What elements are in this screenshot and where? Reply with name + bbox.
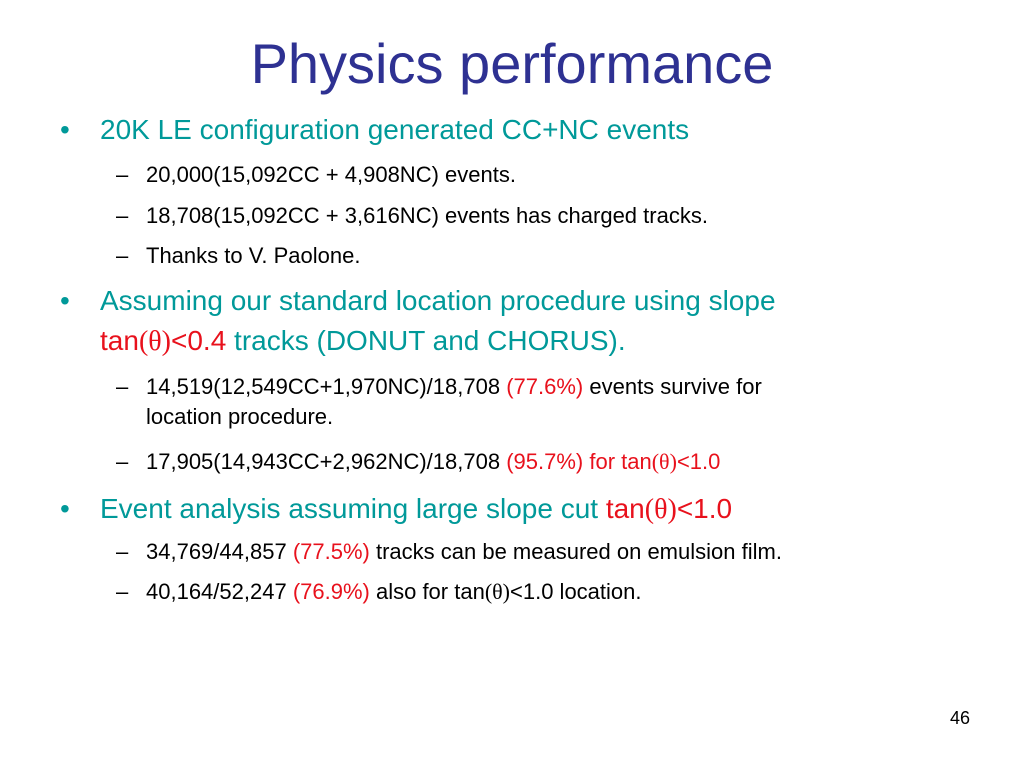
sub-bullet-text: tracks can be measured on emulsion film. — [369, 539, 782, 564]
sub-bullet-marker: – — [116, 374, 129, 399]
bullet-marker: • — [60, 493, 70, 524]
sub-bullet-marker: – — [116, 203, 129, 228]
sub-bullet-text: events survive for — [583, 374, 762, 399]
page-number: 46 — [949, 708, 970, 728]
sub-bullet-text: <1.0 location. — [510, 579, 642, 604]
sub-bullet-text: 17,905(14,943CC+2,962NC)/18,708 — [146, 449, 507, 474]
sub-bullet-text: 18,708(15,092CC + 3,616NC) events has charged tracks. — [146, 203, 708, 228]
sub-bullet-text: 20,000(15,092CC + 4,908NC) events. — [146, 162, 516, 187]
bullet-3 — [60, 489, 980, 530]
percentage: (77.5%) — [292, 539, 370, 564]
bullet-2-line2: tracks (DONUT and CHORUS). — [226, 325, 626, 356]
tan-label: tan — [100, 325, 139, 356]
percentage: (76.9%) — [292, 579, 370, 604]
theta-symbol: (θ) — [644, 494, 677, 525]
bullet-3-text: Event analysis assuming large slope cut — [100, 493, 606, 524]
tan-label: tan — [605, 493, 645, 524]
sub-bullet-marker: – — [116, 162, 129, 187]
sub-bullet-text: also for tan — [369, 579, 485, 604]
sub-bullet-text: Thanks to V. Paolone. — [146, 243, 361, 268]
for-tan-label: for tan — [583, 449, 652, 474]
bullet-marker: • — [60, 114, 70, 145]
bullet-1-text: 20K LE configuration generated CC+NC events — [100, 114, 690, 145]
bullet-2-line1: Assuming our standard location procedure using slope — [100, 285, 776, 316]
cut-value: <1.0 — [676, 449, 721, 474]
sub-bullet-marker: – — [116, 449, 129, 474]
cut-value: <1.0 — [676, 493, 733, 524]
theta-symbol: (θ) — [138, 326, 171, 357]
sub-bullet-text: 14,519(12,549CC+1,970NC)/18,708 — [146, 374, 507, 399]
sub-bullet-marker: – — [116, 539, 129, 564]
cut-value: <0.4 — [171, 325, 227, 356]
bullet-1 — [60, 110, 980, 150]
theta-symbol: (θ) — [484, 579, 511, 604]
sub-bullet-text: 34,769/44,857 — [146, 539, 293, 564]
bullet-marker: • — [60, 285, 70, 316]
sub-bullet-marker: – — [116, 579, 129, 604]
theta-symbol: (θ) — [651, 449, 677, 474]
sub-bullet-2-2 — [116, 447, 986, 477]
sub-bullet-text: location procedure. — [146, 404, 334, 429]
sub-bullet-1-3 — [116, 241, 986, 271]
sub-bullet-text: 40,164/52,247 — [146, 579, 293, 604]
sub-bullet-1-1 — [116, 160, 986, 190]
sub-bullet-3-1 — [116, 537, 986, 567]
bullet-2 — [60, 281, 980, 362]
slide-title: Physics performance — [250, 32, 774, 95]
sub-bullet-3-2 — [116, 577, 986, 607]
sub-bullet-1-2 — [116, 201, 986, 231]
sub-bullet-marker: – — [116, 243, 129, 268]
percentage: (95.7%) — [506, 449, 584, 474]
percentage: (77.6%) — [506, 374, 584, 399]
sub-bullet-2-1 — [116, 372, 986, 432]
